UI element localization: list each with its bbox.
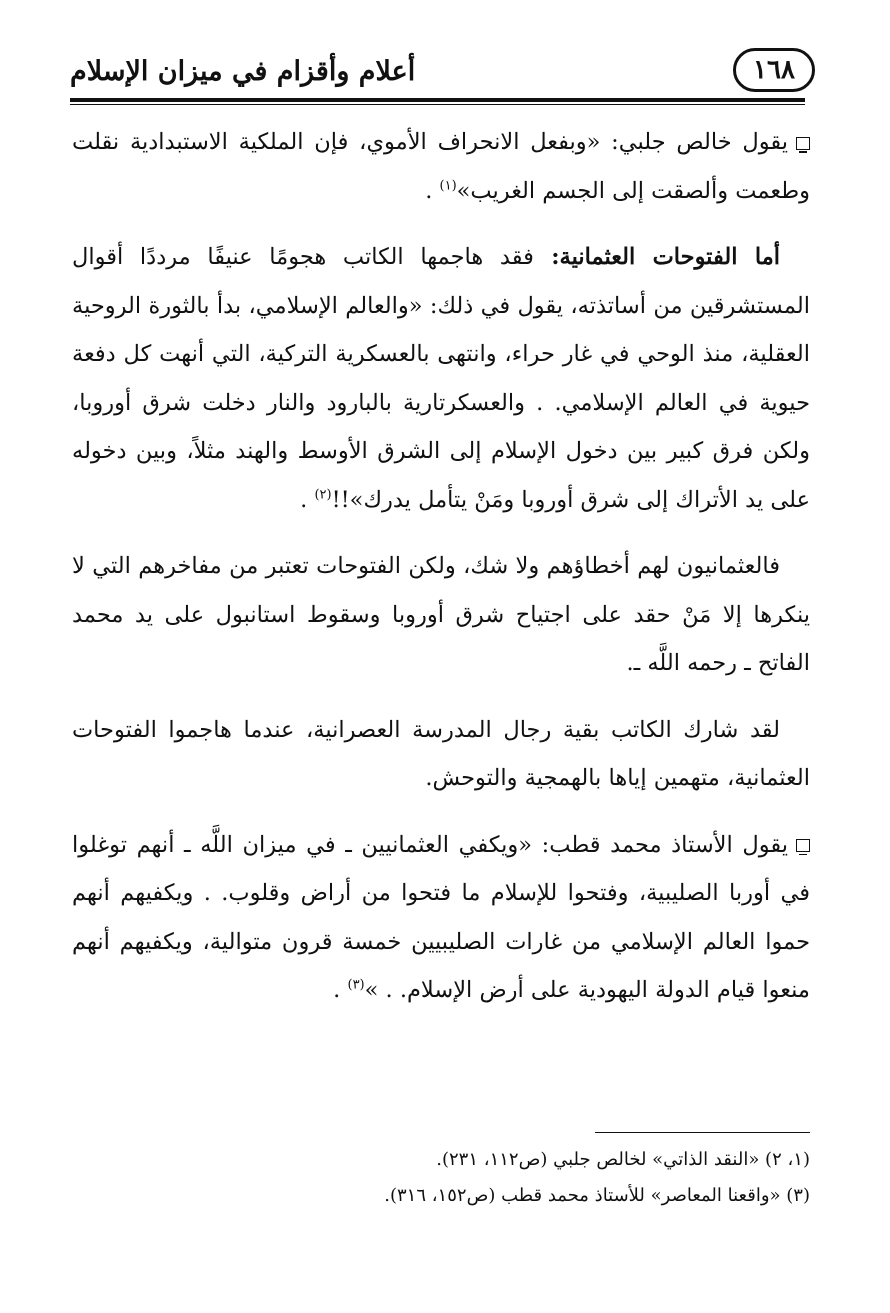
paragraph-text: يقول خالص جلبي: «وبفعل الانحراف الأموي، فإن الملكية الاستبدادية نقلت وطعمت وألصقت إلى الجسم الغريب»: [72, 129, 810, 204]
footnote-ref: (٣): [347, 977, 365, 993]
page-number: ١٦٨: [753, 55, 795, 85]
paragraph-tail: .: [333, 977, 348, 1003]
header-rule: [70, 98, 805, 102]
running-title: أعلام وأقزام في ميزان الإسلام: [70, 56, 416, 87]
body-text: [72, 118, 810, 1033]
paragraph-tail: .: [300, 486, 315, 513]
paragraph-text: فقد هاجمها الكاتب هجومًا عنيفًا مرددًا أقوال المستشرقين من أساتذته، يقول في ذلك: «والعالم الإسلامي، بدأ بالثورة الروحية العقلية، منذ الوحي في غار حراء، وانتهى بالعسكرية التركية، التي أنهت كل دفعة حيوية في العالم الإسلامي. . والعسكرتارية بالبارود والنار دخلت شرق أوروبا، ولكن فرق كبير بين دخول الإسلام إلى الشرق الأوسط والهند مثلاً، وبين دخوله على يد الأتراك إلى شرق أوروبا ومَنْ يتأمل يدرك»!!: [72, 244, 810, 513]
page-number-badge: [733, 48, 815, 92]
paragraph-text: لقد شارك الكاتب بقية رجال المدرسة العصرانية، عندما هاجموا الفتوحات العثمانية، متهمين إياها بالهمجية والتوحش.: [72, 716, 810, 791]
paragraph-3: [72, 542, 810, 688]
paragraph-text: فالعثمانيون لهم أخطاؤهم ولا شك، ولكن الفتوحات تعتبر من مفاخرهم التي لا ينكرها إلا مَنْ حقد على اجتياح شرق أوروبا وسقوط استانبول على يد محمد الفاتح ـ رحمه اللَّه ـ.: [72, 553, 810, 676]
quote-box-icon: [796, 137, 810, 150]
footnote-separator: [595, 1132, 810, 1133]
page-header: [70, 44, 815, 104]
footnote-ref: (٢): [314, 487, 332, 502]
paragraph-lead: أما الفتوحات العثمانية:: [533, 244, 780, 270]
footnotes: [80, 1142, 810, 1214]
paragraph-5: [72, 821, 810, 1015]
paragraph-2: [72, 233, 810, 524]
footnote-2: (٣) «واقعنا المعاصر» للأستاذ محمد قطب (ص١٥٢، ٣١٦).: [384, 1185, 810, 1206]
paragraph-1: [72, 118, 810, 215]
paragraph-4: [72, 706, 810, 803]
paragraph-text: يقول الأستاذ محمد قطب: «ويكفي العثمانيين ـ في ميزان اللَّه ـ أنهم توغلوا في أوربا الصليبية، وفتحوا للإسلام ما فتحوا من أراض وقلوب. . ويكفيهم أنهم حموا العالم الإسلامي من غارات الصليبيين خمسة قرون متوالية، ويكفيهم أنهم منعوا قيام الدولة اليهودية على أرض الإسلام. . »: [72, 831, 810, 1003]
footnote-ref: (١): [439, 178, 457, 193]
quote-box-icon: [796, 839, 810, 852]
paragraph-tail: .: [425, 177, 440, 204]
header-rule-thin: [70, 104, 805, 105]
footnote-1: (١، ٢) «النقد الذاتي» لخالص جلبي (ص١١٢، ٢٣١).: [436, 1149, 810, 1170]
